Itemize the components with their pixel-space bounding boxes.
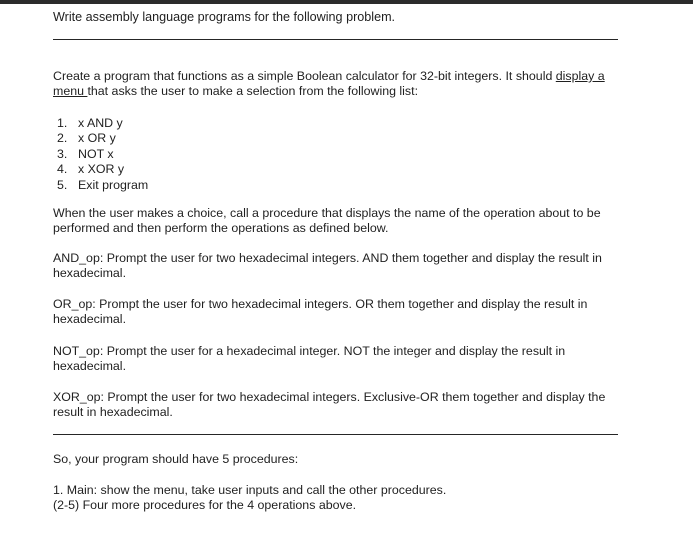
list-item: 1. Main: show the menu, take user inputs and call the other procedures. <box>53 483 447 497</box>
or-op-paragraph: OR_op: Prompt the user for two hexadecimal integers. OR them together and display the result in hexadecimal. <box>53 297 588 326</box>
list-label: x AND y <box>78 116 123 130</box>
list-item <box>57 178 148 193</box>
list-item <box>57 147 148 162</box>
problem-heading: Write assembly language programs for the following problem. <box>53 10 396 24</box>
menu-options-list <box>57 116 148 193</box>
and-op-paragraph: AND_op: Prompt the user for two hexadecimal integers. AND them together and display the result in hexadecimal. <box>53 251 602 280</box>
list-label: x OR y <box>78 131 116 146</box>
intro-text-end: that asks the user to make a selection from the following list: <box>87 84 419 98</box>
list-label: Exit program <box>78 177 149 192</box>
list-number: 4. <box>57 162 68 177</box>
procedures-list <box>53 483 623 513</box>
document-page <box>0 4 693 554</box>
list-number: 5. <box>57 177 68 192</box>
intro-text-start: Create a program that functions as a simple Boolean calculator for 32-bit integers. It should <box>53 69 556 83</box>
list-number: 1. <box>57 116 68 130</box>
list-item <box>57 116 148 131</box>
summary-paragraph: So, your program should have 5 procedures: <box>53 452 299 466</box>
list-label: NOT x <box>78 146 114 161</box>
not-op-paragraph: NOT_op: Prompt the user for a hexadecimal integer. NOT the integer and display the result in hexadecimal. <box>53 344 566 373</box>
list-number: 3. <box>57 146 68 161</box>
intro-paragraph <box>53 69 623 99</box>
heading-divider <box>53 39 618 40</box>
list-item <box>57 131 148 146</box>
section-divider <box>53 434 618 435</box>
choice-paragraph: When the user makes a choice, call a procedure that displays the name of the operation about to be performed and then perform the operations as defined below. <box>53 206 601 235</box>
list-label: x XOR y <box>78 162 125 177</box>
list-item: (2-5) Four more procedures for the 4 operations above. <box>53 498 357 512</box>
xor-op-paragraph: XOR_op: Prompt the user for two hexadecimal integers. Exclusive-OR them together and display the result in hexadecimal. <box>53 390 606 419</box>
intro-underlined-text: display a menu <box>53 69 605 98</box>
list-item <box>57 162 148 177</box>
list-number: 2. <box>57 131 68 146</box>
